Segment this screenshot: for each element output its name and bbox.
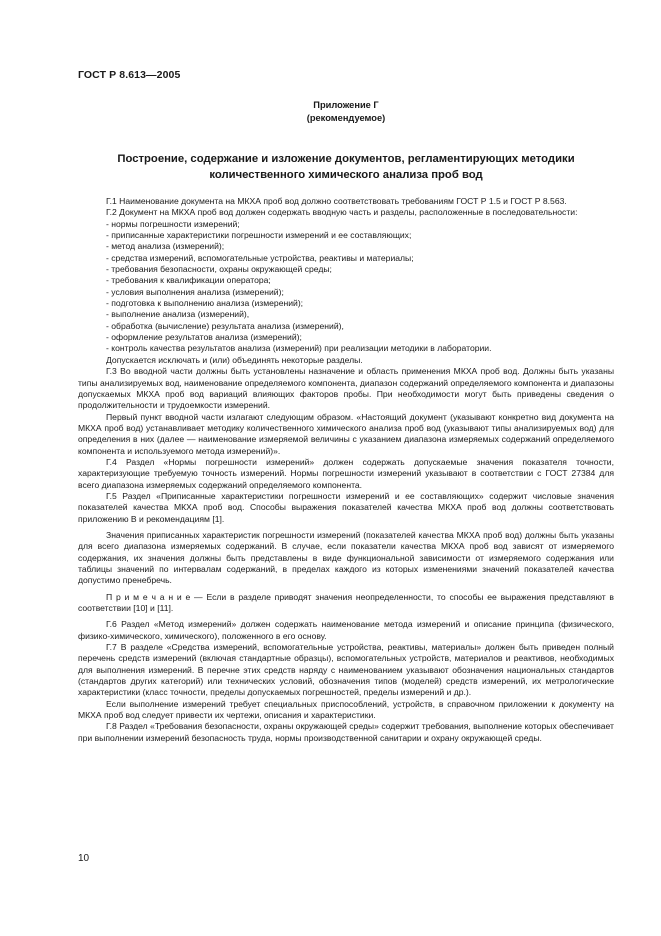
- paragraph-g7: Г.7 В разделе «Средства измерений, вспомогательные устройства, реактивы, материалы» должен быть приведен полный перечень средств измерений (включая стандартные образцы), вспомогательных устройств, материалов и реактивов, необходимых для выполнения измерений. В перечне этих средств наряду с наименованием указывают обозначения национальных стандартов (стандартов других категорий) или технических условий, обозначения типов (моделей) средств измерений, их метрологические характеристики (класс точности, пределы допускаемых погрешностей, пределы измерений и др.).: [78, 642, 614, 698]
- section-title-line-1: Построение, содержание и изложение документов, регламентирующих методики: [117, 153, 575, 165]
- note-label: П р и м е ч а н и е —: [106, 591, 203, 602]
- appendix-label: Приложение Г: [313, 100, 379, 110]
- list-item: - обработка (вычисление) результата анализа (измерений),: [106, 320, 344, 331]
- document-id-header: ГОСТ Р 8.613—2005: [78, 69, 181, 81]
- list-item: - условия выполнения анализа (измерений);: [106, 286, 284, 297]
- paragraph-g3: Г.3 Во вводной части должны быть установлены назначение и область применения МКХА проб вод. Должны быть указаны типы анализируемых вод, наименование определяемого компонента, диапазон содержаний определяемого компонента и диапазоны допускаемых МКХА проб вод вариаций влияющих факторов пробы. При необходимости могут быть приведены сведения о продолжительности и трудоемкости измерений.: [78, 366, 614, 411]
- section-title-line-2: количественного химического анализа проб вод: [209, 168, 483, 181]
- list-item: - контроль качества результатов анализа (измерений) при реализации методики в лаборатории.: [106, 343, 492, 354]
- list-item: - средства измерений, вспомогательные устройства, реактивы и материалы;: [106, 252, 414, 263]
- appendix-status: (рекомендуемое): [306, 113, 386, 123]
- note-text: Если в разделе приводят значения неопределенности, то способы ее выражения представляют в соответствии [10] и [11].: [78, 591, 614, 614]
- list-item: - оформление результатов анализа (измерений);: [106, 332, 302, 343]
- list-item: - выполнение анализа (измерений),: [106, 309, 250, 320]
- document-body: [78, 196, 614, 744]
- paragraph-sections-note: Допускается исключать и (или) объединять некоторые разделы.: [106, 354, 363, 365]
- page-number: 10: [78, 853, 90, 864]
- paragraph-g4: Г.4 Раздел «Нормы погрешности измерений» должен содержать допускаемые значения показателя точности, характеризующие требуемую точность измерений. Нормы погрешности измерений указывают в соответствии с ГОСТ 27384 для всего диапазона измеряемых содержаний определяемого компонента.: [78, 456, 614, 490]
- paragraph-special-devices: Если выполнение измерений требует специальных приспособлений, устройств, в справочном приложении к документу на МКХА проб вод следует привести их чертежи, описания и характеристики.: [78, 698, 614, 721]
- paragraph-g5-values: Значения приписанных характеристик погрешности измерений (показателей качества МКХА проб вод) должны быть указаны для всего диапазона измеряемых содержаний. В случае, если показатели качества МКХА проб вод зависят от измеряемого содержания, их значения должны быть представлены в виде функциональной зависимости от измеряемого содержания или таблицы значений по интервалам содержаний, в пределах каждого из которых изменениями значений показателей качества допустимо пренебречь.: [78, 529, 614, 586]
- note-paragraph: [78, 592, 614, 615]
- section-title: [78, 152, 614, 183]
- paragraph-g8: Г.8 Раздел «Требования безопасности, охраны окружающей среды» содержит требования, выполнение которых обеспечивает при выполнении измерений безопасность труда, нормы производственной санитарии и охрану окружающей среды.: [78, 721, 614, 743]
- list-item: - требования безопасности, охраны окружающей среды;: [106, 264, 332, 275]
- list-item: - требования к квалификации оператора;: [106, 275, 271, 286]
- list-item: - метод анализа (измерений);: [106, 241, 225, 252]
- list-item: - подготовка к выполнению анализа (измерений);: [106, 298, 304, 309]
- paragraph-g5: Г.5 Раздел «Приписанные характеристики погрешности измерений и ее составляющих» содержит числовые значения показателей качества МКХА проб вод. Способы выражения показателей качества МКХА проб вод должны соответствовать приложению В и рекомендациям [1].: [78, 490, 614, 524]
- paragraph-g2: Г.2 Документ на МКХА проб вод должен содержать вводную часть и разделы, расположенные в последовательности:: [106, 207, 578, 218]
- paragraph-intro-first-item: Первый пункт вводной части излагают следующим образом. «Настоящий документ (указывают конкретно вид документа на МКХА проб вод) устанавливает методику количественного химического анализа проб вод (указывают типы анализируемых вод) для определения в них (далее — наименование измеряемой величины с указанием диапазона измеряемых содержаний определяемого компонента и используемого метода измерений)».: [78, 411, 614, 456]
- paragraph-g1: Г.1 Наименование документа на МКХА проб вод должно соответствовать требованиям ГОСТ Р 1.5 и ГОСТ Р 8.563.: [106, 196, 567, 206]
- list-item: - нормы погрешности измерений;: [106, 218, 240, 229]
- appendix-heading: [78, 99, 614, 125]
- list-item: - приписанные характеристики погрешности измерений и ее составляющих;: [106, 230, 412, 241]
- paragraph-g6: Г.6 Раздел «Метод измерений» должен содержать наименование метода измерений и описание принципа (физического, физико-химического, химического), положенного в его основу.: [78, 619, 614, 641]
